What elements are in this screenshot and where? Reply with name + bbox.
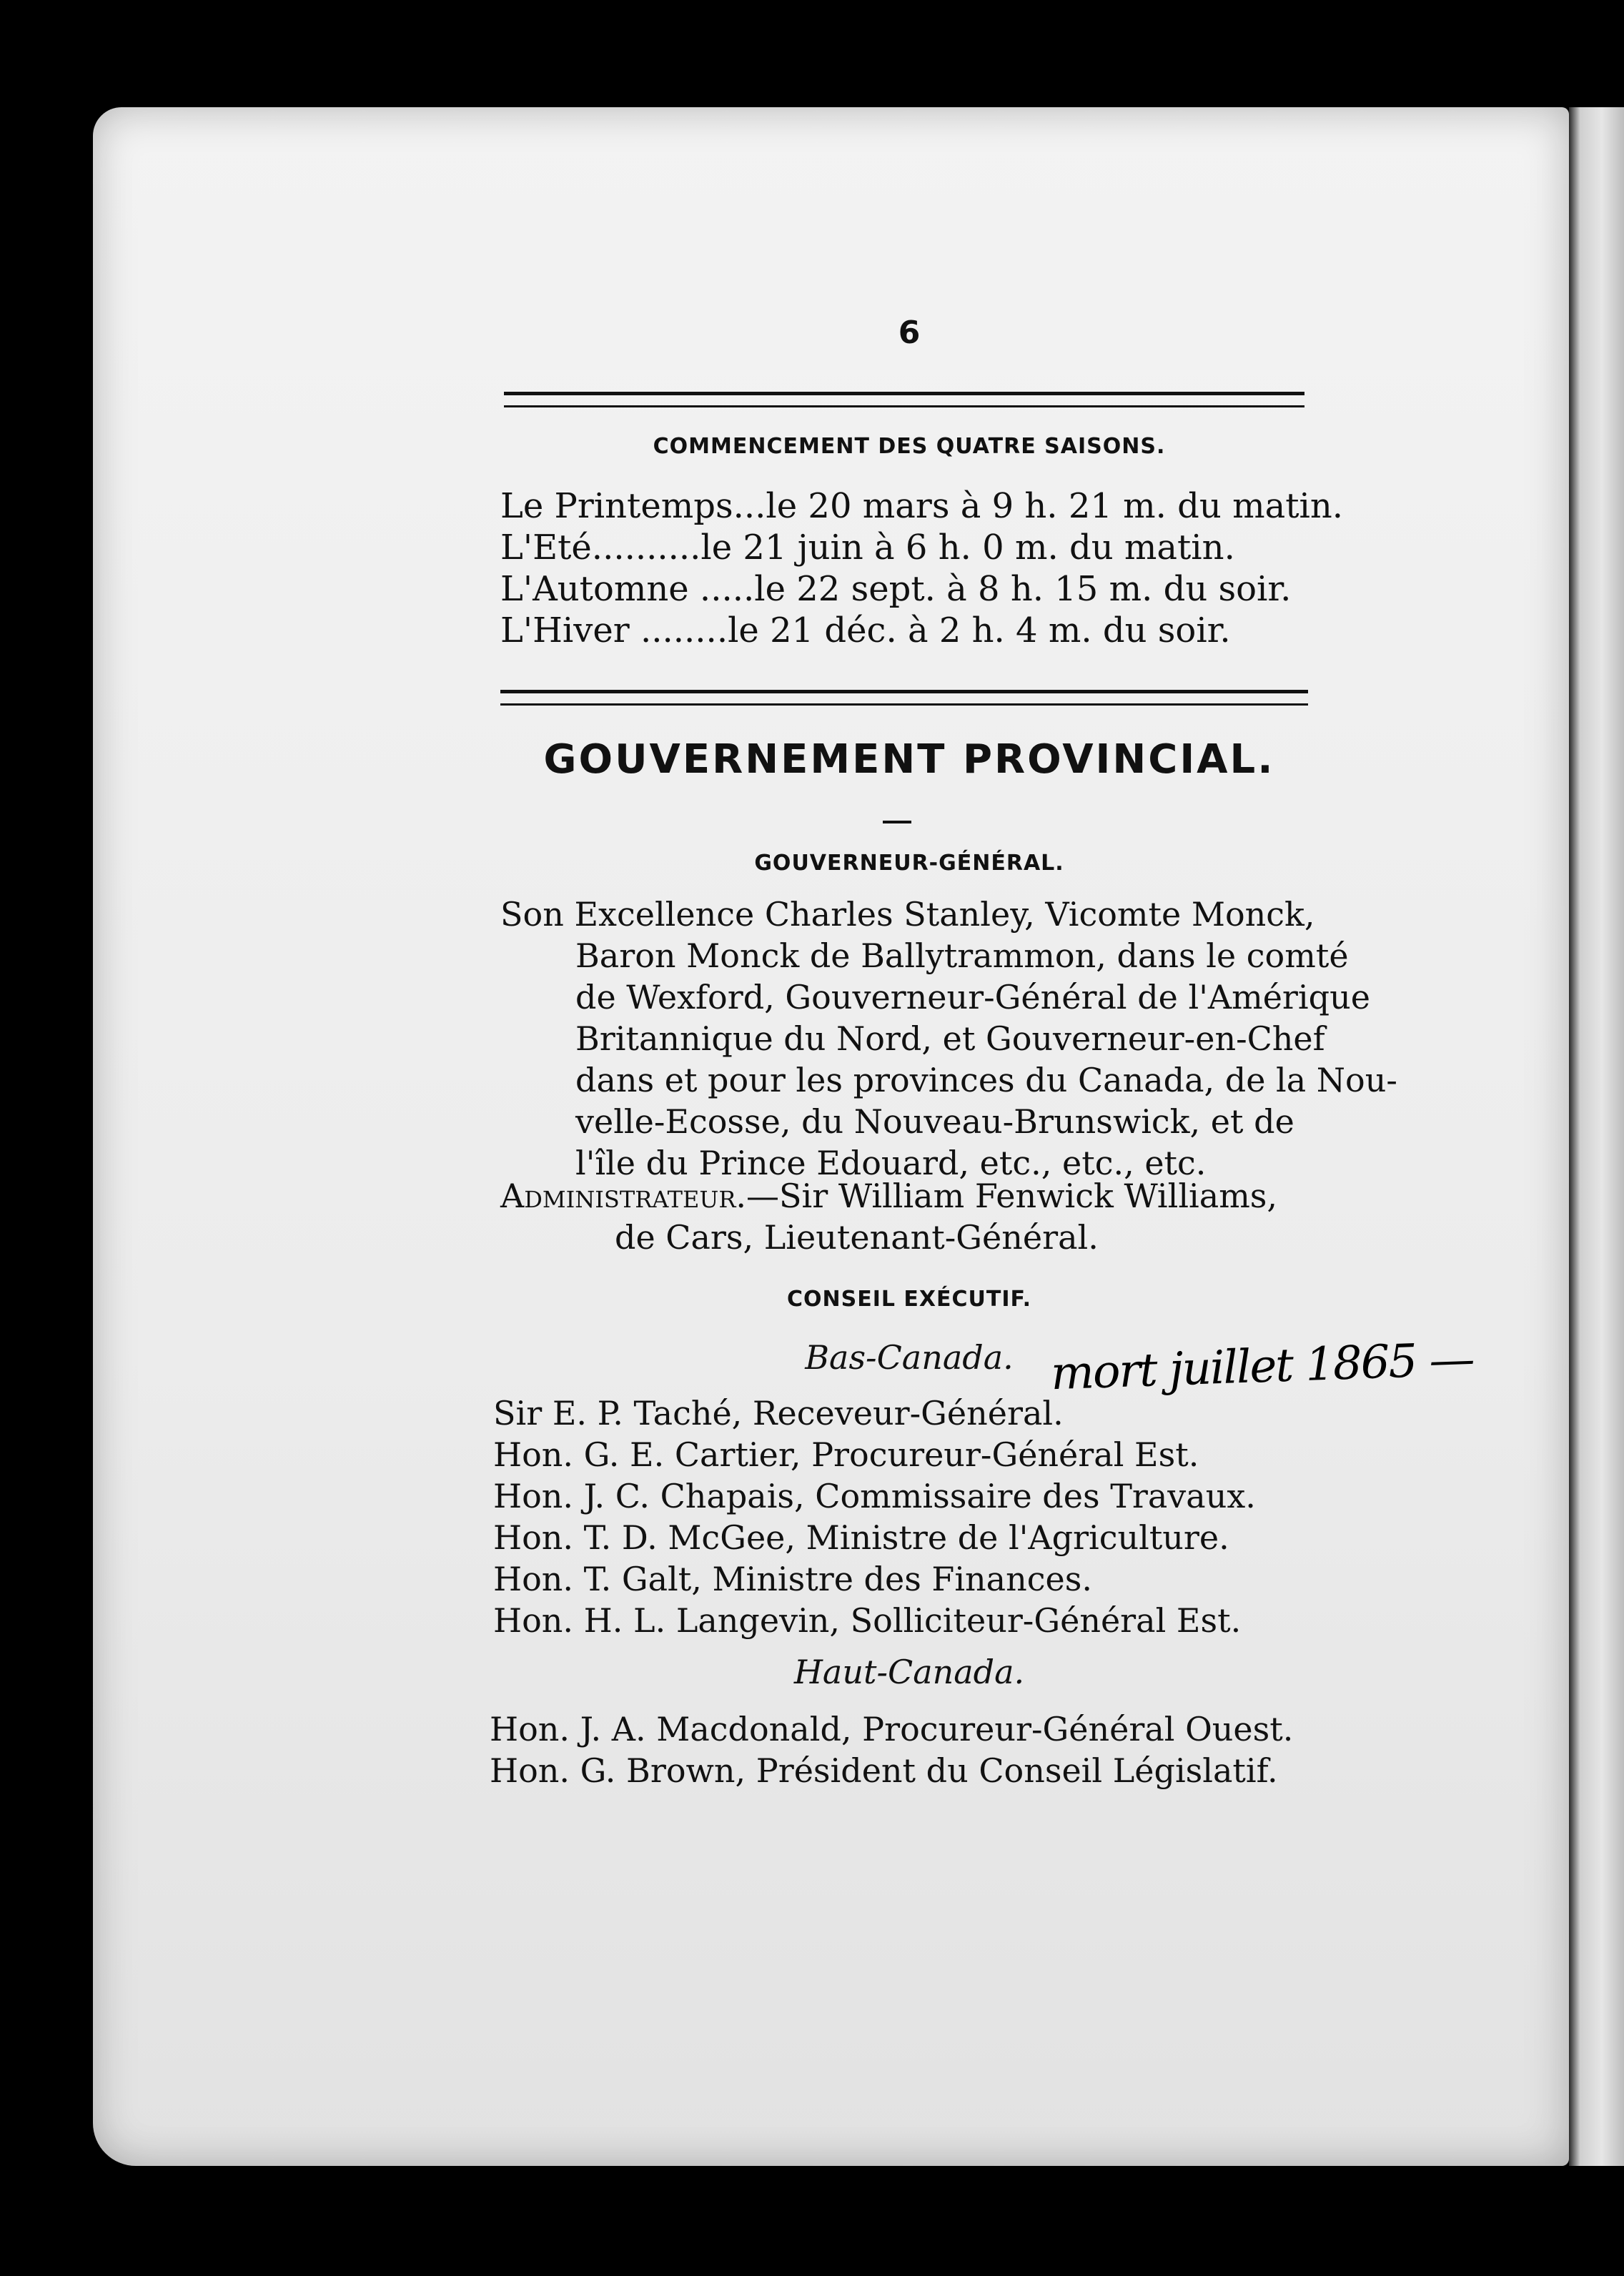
council-member: Hon. G. Brown, Président du Conseil Législatif. bbox=[490, 1751, 1278, 1790]
administrator-line bbox=[500, 1177, 1277, 1215]
governor-line: velle-Ecosse, du Nouveau-Brunswick, et de bbox=[575, 1102, 1294, 1141]
governor-line: l'île du Prince Edouard, etc., etc., etc. bbox=[575, 1144, 1207, 1182]
governor-heading: GOUVERNEUR-GÉNÉRAL. bbox=[754, 851, 1064, 876]
council-member: Hon. J. A. Macdonald, Procureur-Général Ouest. bbox=[490, 1710, 1294, 1748]
council-member: Hon. T. D. McGee, Ministre de l'Agriculture. bbox=[493, 1518, 1229, 1557]
administrator-text: —Sir William Fenwick Williams, bbox=[746, 1177, 1278, 1215]
administrator-line-2: de Cars, Lieutenant-Général. bbox=[615, 1218, 1099, 1257]
bas-canada-heading: Bas-Canada. bbox=[805, 1338, 1014, 1377]
council-heading: CONSEIL EXÉCUTIF. bbox=[786, 1287, 1032, 1312]
council-member: Hon. T. Galt, Ministre des Finances. bbox=[493, 1560, 1092, 1598]
season-line-winter: L'Hiver ........le 21 déc. à 2 h. 4 m. du soir. bbox=[500, 610, 1231, 650]
council-member: Hon. G. E. Cartier, Procureur-Général Est. bbox=[493, 1435, 1199, 1474]
facing-page-edge bbox=[1569, 107, 1624, 2166]
governor-line: Son Excellence Charles Stanley, Vicomte Monck, bbox=[500, 895, 1315, 934]
governor-line: Baron Monck de Ballytrammon, dans le comté bbox=[575, 936, 1349, 975]
season-line-autumn: L'Automne .....le 22 sept. à 8 h. 15 m. du soir. bbox=[500, 569, 1292, 609]
section-title: GOUVERNEMENT PROVINCIAL. bbox=[543, 736, 1275, 783]
middle-double-rule bbox=[500, 690, 1308, 706]
council-member: Sir E. P. Taché, Receveur-Général. bbox=[493, 1394, 1064, 1433]
title-dash bbox=[883, 821, 911, 823]
council-member: Hon. H. L. Langevin, Solliciteur-Général Est. bbox=[493, 1601, 1242, 1640]
administrator-label: Administrateur. bbox=[500, 1177, 747, 1215]
season-line-summer: L'Eté..........le 21 juin à 6 h. 0 m. du matin. bbox=[500, 528, 1235, 568]
page-number: 6 bbox=[898, 315, 921, 351]
council-member: Hon. J. C. Chapais, Commissaire des Travaux. bbox=[493, 1477, 1256, 1515]
governor-line: dans et pour les provinces du Canada, de la Nou- bbox=[575, 1061, 1397, 1099]
governor-line: Britannique du Nord, et Gouverneur-en-Chef bbox=[575, 1019, 1325, 1058]
season-line-spring: Le Printemps...le 20 mars à 9 h. 21 m. du matin. bbox=[500, 486, 1344, 526]
top-double-rule bbox=[504, 392, 1304, 407]
governor-line: de Wexford, Gouverneur-Général de l'Amérique bbox=[575, 978, 1370, 1016]
handwritten-note: mort juillet 1865 — bbox=[1049, 1332, 1475, 1401]
seasons-heading: COMMENCEMENT DES QUATRE SAISONS. bbox=[653, 434, 1166, 459]
haut-canada-heading: Haut-Canada. bbox=[793, 1653, 1025, 1691]
